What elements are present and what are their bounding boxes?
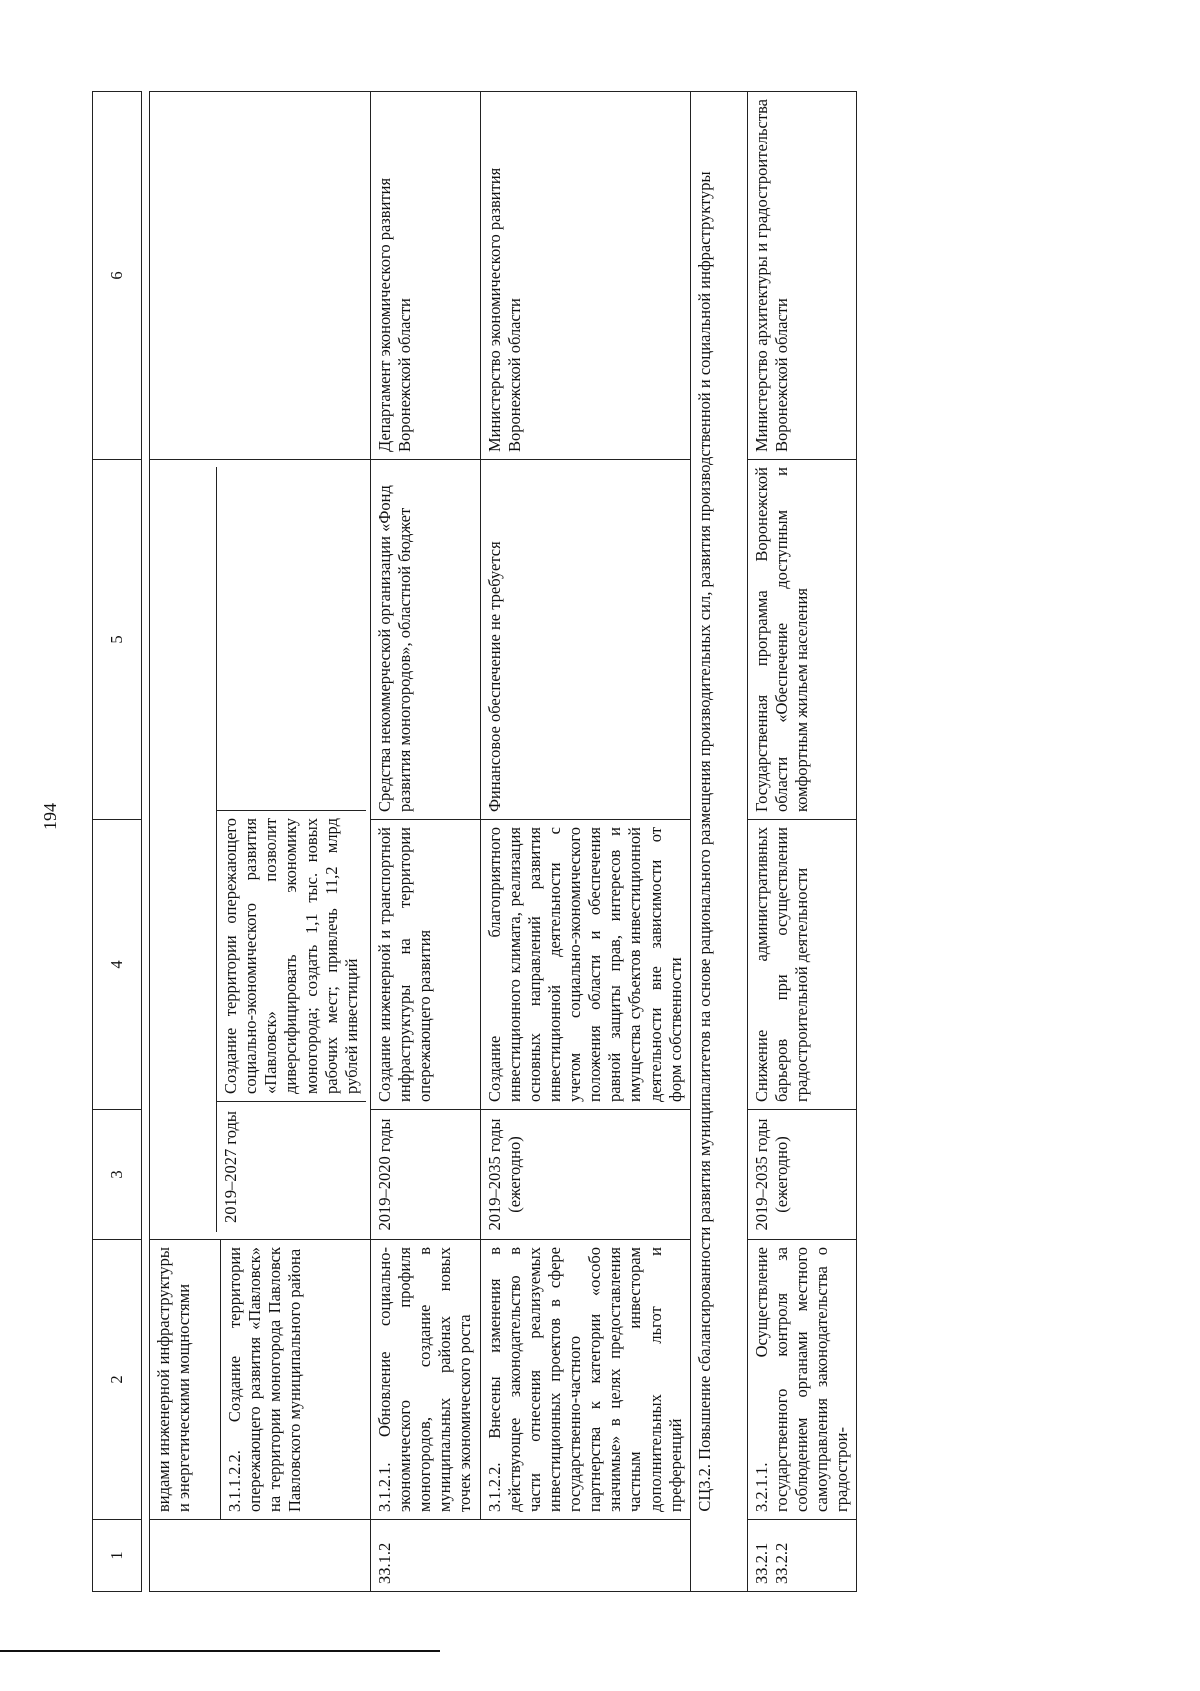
row-3312-b-col4: Создание благоприятного инвестиционного климата, реализация основных направлений развития инвестиционной деятельности с учетом социально-экономического положения области и обеспечения равной защиты прав, интересов и имущества субъектов инвестиционной деятельности вне зависимости от форм собственности [480, 820, 690, 1110]
row-321-col5: Государственная программа Воронежской области «Обеспечение доступным и комфортным жильем населения [747, 460, 857, 820]
row-3312-a-col4: Создание инженерной и транспортной инфраструктуры на территории опережающего развития [370, 820, 480, 1110]
cont-col1 [150, 1520, 371, 1592]
row-3312-a-col3: 2019–2020 годы [370, 1110, 480, 1240]
cont-merged-3-5 [150, 460, 371, 1240]
row-3312-a [370, 92, 480, 1592]
row-321-col6: Министерство архитектуры и градостроительства Воронежской области [747, 92, 857, 460]
row-3312-id: ЗЗ.1.2 [370, 1520, 690, 1592]
cont-sub-col2: 3.1.1.2.2. Создание территории опережающего развития «Павловск» на территории моногорода Павловск Павловского муниципального района [221, 1240, 371, 1520]
cont-sub-col3: 2019–2027 годы [217, 1101, 366, 1232]
header-col-5: 5 [93, 460, 142, 820]
row-321-col3: 2019–2035 годы (ежегодно) [747, 1110, 857, 1240]
row-321 [747, 92, 857, 1592]
header-col-1: 1 [93, 1520, 142, 1592]
section-row [690, 92, 747, 1592]
header-col-6: 6 [93, 92, 142, 460]
rotated-table-container [92, 92, 1092, 1592]
row-3312-a-col2: 3.1.2.1. Обновление социально-экономического профиля моногородов, создание в муниципальных районах новых точек экономического роста [370, 1240, 480, 1520]
section-heading: СЦ3.2. Повышение сбалансированности развития муниципалитетов на основе рационального размещения производительных сил, развития производственной и социальной инфраструктуры [690, 92, 747, 1592]
header-row [93, 92, 142, 1592]
row-3312-b [480, 92, 690, 1592]
row-3312-b-col5: Финансовое обеспечение не требуется [480, 460, 690, 820]
cont-col6 [150, 92, 371, 460]
row-3312-b-col6: Министерство экономического развития Воронежской области [480, 92, 690, 460]
plan-table [92, 91, 857, 1592]
cont-col2: видами инженерной инфраструктуры и энергетическими мощностями [150, 1240, 221, 1520]
row-3312-b-col3: 2019–2035 годы (ежегодно) [480, 1110, 690, 1240]
row-321-col2: 3.2.1.1. Осуществление государственного контроля за соблюдением органами местного самоуправления законодательства о градострои- [747, 1240, 857, 1520]
header-col-3: 3 [93, 1110, 142, 1240]
row-3312-b-col2: 3.1.2.2. Внесены изменения в действующее законодательство в части отнесения реализуемых инвестиционных проектов в сфере государственно-частного партнерства к категории «особо значимые» в целях предоставления частным инвесторам дополнительных льгот и преференций [480, 1240, 690, 1520]
cont-sub-col4: Создание территории опережающего социально-экономического развития «Павловск» позволит диверсифицировать экономику моногорода; создать 1,1 тыс. новых рабочих мест; привлечь 11,2 млрд рублей инвестиций [217, 810, 366, 1101]
row-321-id: ЗЗ.2.1 ЗЗ.2.2 [747, 1520, 857, 1592]
footer-rule [0, 1650, 440, 1652]
row-321-col4: Снижение административных барьеров при осуществлении градостроительной деятельности [747, 820, 857, 1110]
header-col-2: 2 [93, 1240, 142, 1520]
row-3312-a-col6: Департамент экономического развития Воронежской области [370, 92, 480, 460]
continuation-row-main [150, 92, 221, 1592]
spacer-row [142, 92, 150, 1592]
row-3312-a-col5: Средства некоммерческой организации «Фонд развития моногородов», областной бюджет [370, 460, 480, 820]
page-number: 194 [40, 803, 60, 830]
header-col-4: 4 [93, 820, 142, 1110]
